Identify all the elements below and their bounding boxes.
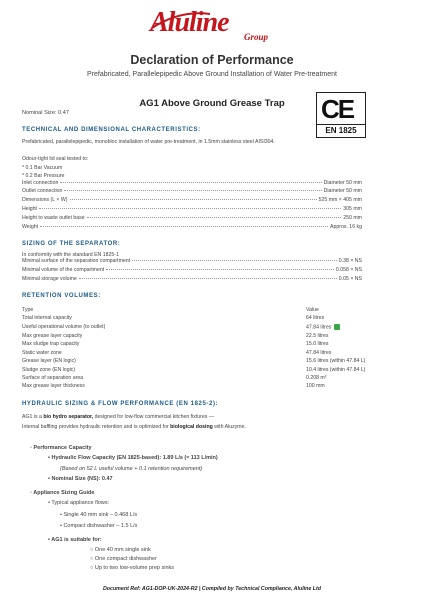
typical-flows-text: Typical appliance flows:	[51, 500, 110, 506]
airtight-item: * 0.1 Bar Vacuum	[22, 165, 63, 171]
checkmark-icon	[334, 324, 340, 330]
hydraulic-heading: HYDRAULIC SIZING & FLOW PERFORMANCE (EN 1825-2):	[22, 401, 219, 407]
retention-value: 15.0 litres	[306, 341, 329, 347]
sizing-value: 0.058 × NS	[335, 267, 362, 273]
suitable-item-text: One 40 mm single sink	[94, 547, 151, 553]
flow-item: • Single 40 mm sink – 0.468 L/s	[60, 512, 138, 518]
hydraulic-text: with Aluzyme.	[212, 424, 246, 430]
bullet-icon: •	[48, 500, 52, 506]
hydraulic-text: Internal baffling provides hydraulic retention and is optimized for	[22, 424, 171, 430]
suitable-heading-text: AG1 is suitable for:	[51, 537, 102, 543]
spec-value: 250 mm	[343, 215, 362, 221]
spec-row	[22, 197, 362, 204]
retention-col-value: Value	[306, 307, 319, 313]
dot-leader	[64, 190, 321, 191]
hydraulic-text: AG1 is a	[22, 414, 44, 420]
sizing-row	[22, 258, 362, 265]
dot-leader	[39, 208, 341, 209]
bullet-icon: •	[48, 476, 52, 482]
ce-badge	[316, 92, 366, 138]
circle-bullet-icon: ○	[90, 556, 95, 562]
airtight-intro: Odour-tight lid seal tested to:	[22, 156, 89, 162]
sizing-heading: SIZING OF THE SEPARATOR:	[22, 241, 121, 247]
page-title: Declaration of Performance	[130, 53, 294, 67]
retention-type: Max grease layer thickness	[22, 383, 85, 389]
spec-label: Weight	[22, 224, 39, 230]
retention-type: Total internal capacity	[22, 315, 72, 321]
hollow-bullet-icon: ◦	[30, 490, 34, 496]
ce-mark-icon: CE	[321, 94, 354, 124]
retention-type: Sludge zone (EN logic)	[22, 367, 76, 373]
bullet-icon: •	[48, 455, 52, 461]
retention-value: 15.6 litres (within 47.84 L)	[306, 358, 366, 364]
retention-value: 100 mm	[306, 383, 325, 389]
spec-value: Diameter 50 mm	[323, 180, 362, 186]
spec-value: Approx. 16 kg	[329, 224, 362, 230]
suitable-heading	[48, 537, 102, 543]
ce-standard: EN 1825	[317, 124, 365, 137]
retention-type: Grease layer (EN logic)	[22, 358, 76, 364]
bullet-icon: •	[48, 537, 52, 543]
sizing-label: Minimal storage volume	[22, 276, 77, 282]
retention-value: 47.84 litres	[306, 324, 332, 331]
spec-value: Diameter 50 mm	[323, 188, 362, 194]
flow-item: • Compact dishwasher – 1.5 L/s	[60, 523, 138, 529]
guide-heading-text: Appliance Sizing Guide	[33, 490, 95, 496]
dot-leader	[106, 269, 334, 270]
dot-leader	[70, 199, 317, 200]
aluline-logo	[150, 8, 274, 42]
suitable-item-text: Up to two low-volume prep sinks	[94, 565, 175, 571]
retention-value-cell	[306, 324, 340, 330]
retention-value: 64 litres	[306, 315, 325, 321]
retention-type: Max grease layer capacity	[22, 333, 83, 339]
spec-row	[22, 180, 362, 187]
nominal-size: Nominal Size: 0.47	[22, 110, 69, 116]
spec-row	[22, 215, 362, 222]
airtight-item: * 0.2 Bar Pressure	[22, 173, 65, 179]
document-footer: Document Ref: AG1-DOP-UK-2024-R2 | Compiled by Technical Compliance, Aluline Ltd	[102, 586, 322, 592]
spec-label: Inlet connection	[22, 180, 59, 186]
flow-capacity-text: Hydraulic Flow Capacity (EN 1825-based): 1.89 L/s (≈ 113 L/min)	[51, 455, 218, 461]
sizing-row	[22, 276, 362, 283]
flow-note: (Based on 52 L useful volume + 0.1 retention requirement)	[60, 466, 203, 472]
guide-heading	[30, 490, 94, 496]
retention-type: Surface of separation area	[22, 375, 84, 381]
suitable-item	[90, 565, 174, 571]
spec-row	[22, 188, 362, 195]
page-subtitle: Prefabricated, Parallelepipedic Above Ground Installation of Water Pre-treatment	[87, 71, 337, 78]
hydraulic-emphasis: biological dosing	[170, 424, 213, 430]
retention-heading: RETENTION VOLUMES:	[22, 293, 101, 299]
retention-type: Static water zone	[22, 350, 62, 356]
sizing-intro: In conformity with the standard EN 1825-1	[22, 252, 119, 258]
spec-row	[22, 224, 362, 231]
spec-label: Dimensions (L × W)	[22, 197, 68, 203]
retention-col-type: Type	[22, 307, 34, 313]
sizing-label: Minimal volume of the compartment	[22, 267, 105, 273]
retention-value: 10.4 litres (within 47.84 L)	[306, 367, 366, 373]
sizing-label: Minimal surface of the separation compartment	[22, 258, 131, 264]
retention-type: Useful operational volume (to outlet)	[22, 324, 106, 330]
sizing-row	[22, 267, 362, 274]
technical-heading: TECHNICAL AND DIMENSIONAL CHARACTERISTICS:	[22, 127, 201, 133]
technical-intro: Prefabricated, parallelepipedic, monobloc installation of water pre-treatment, in 1.5mm stainless steel AISI304.	[22, 139, 275, 145]
dot-leader	[60, 182, 321, 183]
retention-value: 0.208 m²	[306, 375, 327, 381]
dot-leader	[87, 217, 342, 218]
circle-bullet-icon: ○	[90, 565, 95, 571]
spec-row	[22, 206, 362, 213]
typical-flows	[48, 500, 109, 506]
hydraulic-text: designed for low-flow commercial kitchen fixtures —	[93, 414, 215, 420]
dot-leader	[79, 278, 337, 279]
retention-value: 22.5 litres	[306, 333, 329, 339]
product-name: AG1 Above Ground Grease Trap	[139, 98, 285, 109]
dot-leader	[132, 260, 337, 261]
logo-group-text: Group	[243, 32, 268, 42]
hydraulic-paragraph	[22, 414, 214, 420]
spec-value: 525 mm × 405 mm	[318, 197, 362, 203]
sizing-value: 0.05 × NS	[338, 276, 362, 282]
suitable-item	[90, 556, 157, 562]
capacity-heading	[30, 445, 92, 451]
spec-label: Outlet connection	[22, 188, 63, 194]
retention-type: Max sludge trap capacity	[22, 341, 80, 347]
flow-capacity	[48, 455, 218, 461]
retention-value: 47.84 litres	[306, 350, 332, 356]
suitable-item	[90, 547, 151, 553]
hydraulic-emphasis: bio hydro separator,	[43, 414, 94, 420]
dot-leader	[40, 226, 328, 227]
spec-label: Height	[22, 206, 37, 212]
hydraulic-paragraph	[22, 424, 246, 430]
circle-bullet-icon: ○	[90, 547, 95, 553]
nominal-size-text: Nominal Size (NS): 0.47	[51, 476, 113, 482]
spec-value: 305 mm	[343, 206, 362, 212]
logo-wordmark: Aluline	[150, 7, 229, 38]
nominal-size-item	[48, 476, 113, 482]
suitable-item-text: One compact dishwasher	[94, 556, 157, 562]
capacity-heading-text: Performance Capacity	[33, 445, 92, 451]
hollow-bullet-icon: ◦	[30, 445, 34, 451]
spec-label: Height to waste outlet base	[22, 215, 85, 221]
sizing-value: 0.38 × NS	[338, 258, 362, 264]
